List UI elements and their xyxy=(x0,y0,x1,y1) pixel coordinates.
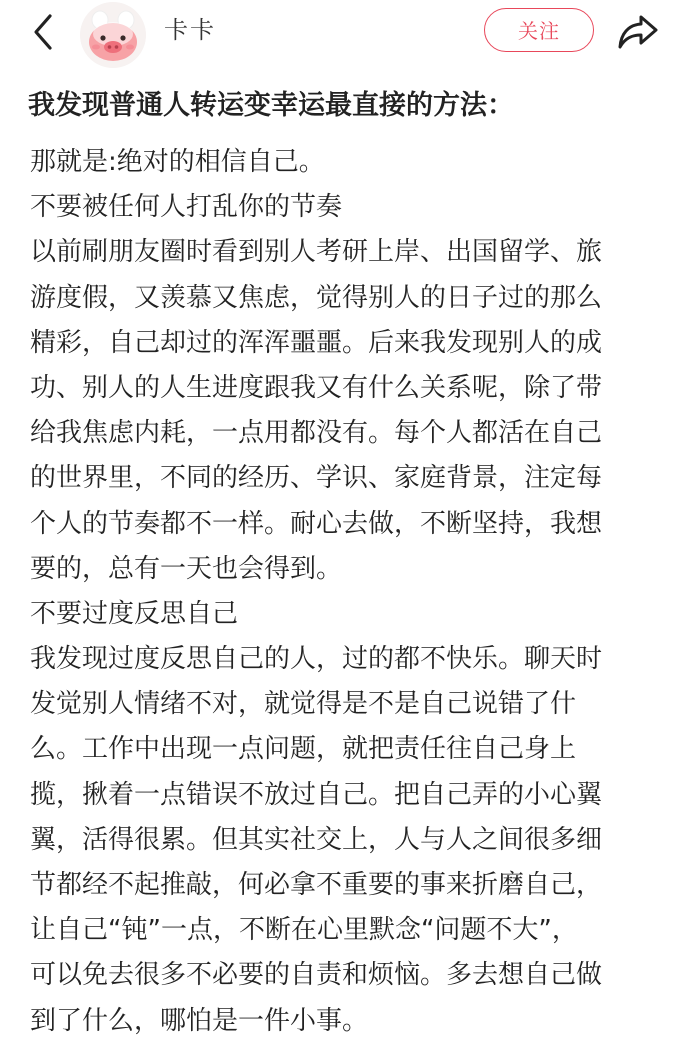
back-button[interactable] xyxy=(24,12,64,52)
follow-button[interactable]: 关注 xyxy=(484,8,594,52)
note-body-line: 要的，总有一天也会得到。 xyxy=(30,553,343,584)
chevron-left-icon xyxy=(30,12,58,52)
note-body-line: 我发现过度反思自己的人，过的都不快乐。聊天时 xyxy=(30,644,603,675)
note-body xyxy=(30,140,666,1044)
note-body-line: 发觉别人情绪不对，就觉得是不是自己说错了什 xyxy=(30,689,577,720)
share-button[interactable] xyxy=(614,10,662,54)
pink-pig-avatar-icon xyxy=(80,2,146,68)
note-body-line: 那就是:绝对的相信自己。 xyxy=(30,147,325,177)
avatar[interactable] xyxy=(80,2,146,68)
top-bar xyxy=(0,0,690,72)
note-body-line: 的世界里，不同的经历、学识、家庭背景，注定每 xyxy=(30,463,603,494)
note-body-line: 翼，活得很累。但其实社交上，人与人之间很多细 xyxy=(30,824,603,855)
note-body-line: 揽，揪着一点错误不放过自己。把自己弄的小心翼 xyxy=(30,779,603,810)
note-title: 我发现普通人转运变幸运最直接的方法： xyxy=(28,90,514,121)
note-body-line: 可以免去很多不必要的自责和烦恼。多去想自己做 xyxy=(30,960,603,991)
note-body-line: 节都经不起推敲，何必拿不重要的事来折磨自己， xyxy=(30,870,603,900)
note-body-line: 以前刷朋友圈时看到别人考研上岸、出国留学、旅 xyxy=(30,237,603,268)
note-body-line: 给我焦虑内耗，一点用都没有。每个人都活在自己 xyxy=(30,418,603,449)
note-body-line: 不要过度反思自己 xyxy=(30,598,239,629)
note-body-line: 精彩，自己却过的浑浑噩噩。后来我发现别人的成 xyxy=(30,327,603,358)
note-body-line: 让自己“钝”一点，不断在心里默念“问题不大”， xyxy=(30,915,578,946)
note-body-line: 到了什么，哪怕是一件小事。 xyxy=(30,1005,369,1036)
note-body-line: 游度假，又羡慕又焦虑，觉得别人的日子过的那么 xyxy=(30,282,603,313)
share-arrow-icon xyxy=(617,14,659,50)
author-name[interactable]: 卡卡 xyxy=(164,16,216,44)
note-body-line: 不要被任何人打乱你的节奏 xyxy=(30,192,343,223)
note-body-line: 么。工作中出现一点问题，就把责任往自己身上 xyxy=(30,734,577,765)
note-body-line: 个人的节奏都不一样。耐心去做，不断坚持，我想 xyxy=(30,508,603,539)
note-body-line: 功、别人的人生进度跟我又有什么关系呢，除了带 xyxy=(30,372,603,403)
